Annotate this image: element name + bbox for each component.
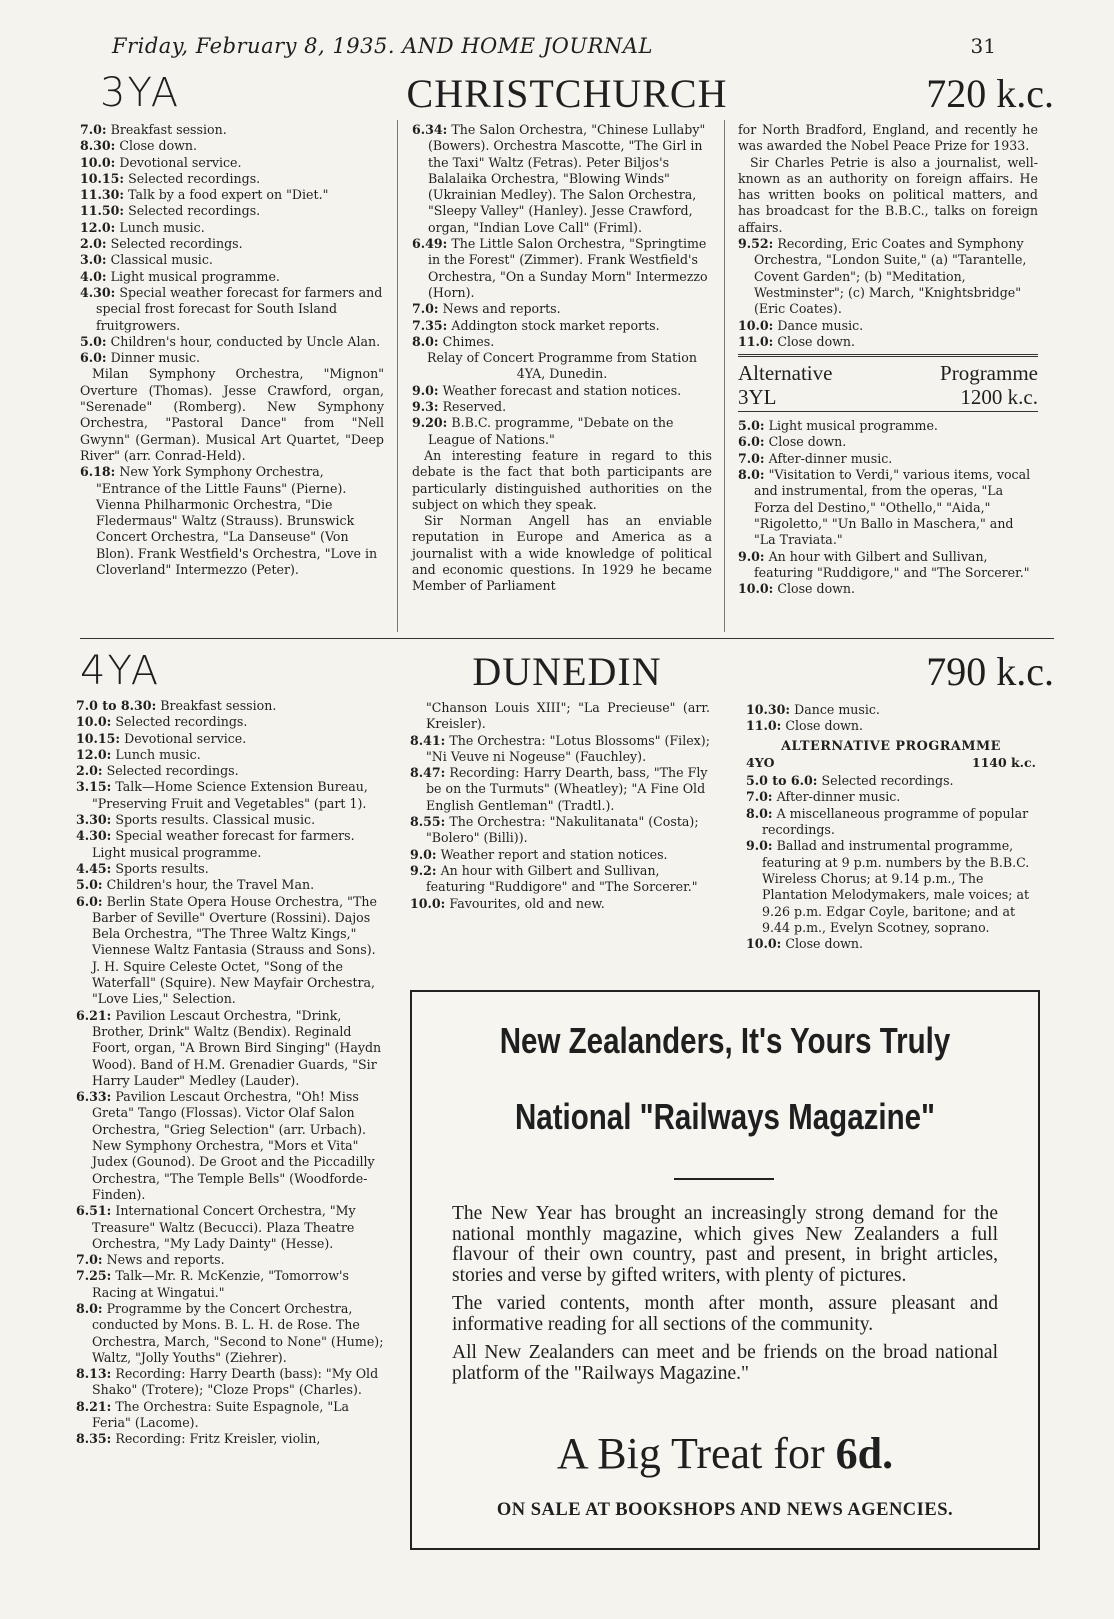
programme-item xyxy=(76,698,384,714)
programme-text: Breakfast session. xyxy=(110,122,227,137)
programme-item xyxy=(76,1089,384,1203)
programme-text: B.B.C. programme, "Debate on the League of Nations." xyxy=(428,415,674,447)
programme-item xyxy=(746,806,1036,839)
programme-time: 7.0: xyxy=(80,122,107,137)
programme-time: 8.0: xyxy=(76,1300,103,1316)
programme-item xyxy=(412,383,712,399)
programme-text: Special weather forecast for farmers and special frost forecast for South Island fruitgrowers. xyxy=(96,284,383,333)
programme-text: Recording: Harry Dearth (bass): "My Old Shako" (Trotere); "Cloze Props" (Charles). xyxy=(92,1366,379,1398)
programme-item xyxy=(76,894,384,1008)
advert-divider xyxy=(674,1178,774,1180)
programme-time: 2.0: xyxy=(80,236,107,252)
programme-item xyxy=(746,718,1036,734)
programme-time: 8.0: xyxy=(738,467,765,483)
programme-text: The Orchestra: "Nakulitanata" (Costa); "Bolero" (Billi)). xyxy=(426,814,699,846)
programme-text: Talk by a food expert on "Diet." xyxy=(128,187,329,203)
programme-time: 8.35: xyxy=(76,1431,112,1447)
programme-item xyxy=(410,863,710,896)
programme-time: 3.0: xyxy=(80,252,107,268)
advert-headline-2: National "Railways Magazine" xyxy=(514,1096,936,1137)
programme-time: 6.18: xyxy=(80,464,116,480)
programme-item xyxy=(80,334,384,350)
alt-station-row xyxy=(746,755,1036,771)
programme-item xyxy=(746,789,1036,805)
advert-paragraph: The New Year has brought an increasingly strong demand for the national monthly magazine, which gives New Zealanders a full flavour of their own country, past and present, in bright articles, stories and verse by gifted writers, with plenty of pictures. xyxy=(452,1203,998,1286)
programme-text: Addington stock market reports. xyxy=(451,317,660,333)
programme-item xyxy=(80,350,384,366)
programme-time: 7.0 to 8.30: xyxy=(76,698,157,713)
programme-item xyxy=(76,731,384,747)
programme-time: 6.51: xyxy=(76,1203,112,1219)
programme-item xyxy=(76,779,384,812)
programme-time: 10.30: xyxy=(746,702,791,717)
programme-time: 10.0: xyxy=(738,317,774,333)
advert-price: 6d. xyxy=(835,1429,894,1478)
programme-text: Breakfast session. xyxy=(160,698,277,713)
programme-item xyxy=(80,285,384,334)
programme-text: Dance music. xyxy=(794,702,880,717)
dunedin-city: DUNEDIN xyxy=(472,649,662,694)
advert-paragraph: The varied contents, month after month, assure pleasant and informative reading for all sections of the community. xyxy=(452,1293,998,1335)
programme-item xyxy=(746,838,1036,936)
programme-time: 10.15: xyxy=(80,170,125,186)
programme-item xyxy=(412,301,712,317)
programme-time: 7.0: xyxy=(746,789,773,805)
programme-text: The Little Salon Orchestra, "Springtime in the Forest" (Zimmer). Frank Westfield's Orchestra, "On a Sunday Morn" Intermezzo (Horn). xyxy=(428,236,708,300)
programme-item xyxy=(738,549,1038,582)
dunedin-column-2 xyxy=(410,700,710,912)
programme-note: Milan Symphony Orchestra, "Mignon" Overture (Thomas). Jesse Crawford, organ, "Serenade" (Romberg). New Symphony Orchestra, "Pastoral Dance" from "Nell Gwynn" (German). Musical Art Quartet, "Deep River" (arr. Conrad-Held). xyxy=(80,366,384,463)
programme-text: Recording: Harry Dearth, bass, "The Fly be on the Turmuts" (Wheatley); "A Fine Old English Gentleman" (Tradtl.). xyxy=(426,765,708,813)
programme-item xyxy=(80,220,384,236)
programme-text: A miscellaneous programme of popular recordings. xyxy=(762,805,1029,838)
programme-item xyxy=(412,236,712,301)
programme-note: An interesting feature in regard to this debate is the fact that both participants are particularly distinguished authorities on the subject on which they speak. xyxy=(412,447,712,512)
programme-time: 7.25: xyxy=(76,1268,112,1284)
programme-item xyxy=(80,138,384,154)
programme-item xyxy=(76,1008,384,1089)
programme-time: 10.0: xyxy=(746,936,782,952)
programme-item xyxy=(76,763,384,779)
programme-item xyxy=(80,269,384,285)
programme-text: Dinner music. xyxy=(110,350,201,366)
programme-time: 10.0: xyxy=(76,714,112,730)
alt-station: 4YO xyxy=(746,754,775,770)
programme-text: Talk—Mr. R. McKenzie, "Tomorrow's Racing at Wingatui." xyxy=(92,1268,349,1300)
programme-time: 4.45: xyxy=(76,860,112,876)
programme-text: Talk—Home Science Extension Bureau, "Preserving Fruit and Vegetables" (part 1). xyxy=(92,779,368,811)
programme-text: Selected recordings. xyxy=(106,763,239,779)
programme-time: 4.30: xyxy=(76,828,112,844)
programme-note: Sir Charles Petrie is also a journalist, well-known as an authority on foreign affairs. He has written books on political matters, and has broadcast for the B.B.C., talks on foreign affairs. xyxy=(738,154,1038,235)
alt-programme-heading: ALTERNATIVE PROGRAMME xyxy=(781,738,1001,754)
programme-item xyxy=(80,252,384,268)
programme-time: 4.0: xyxy=(80,268,107,284)
programme-time: 9.20: xyxy=(412,415,448,431)
programme-time: 9.3: xyxy=(412,399,439,415)
programme-item xyxy=(80,171,384,187)
programme-text: Children's hour, conducted by Uncle Alan. xyxy=(110,333,381,349)
dunedin-frequency: 790 k.c. xyxy=(926,649,1054,694)
programme-item xyxy=(410,733,710,766)
programme-time: 6.0: xyxy=(738,434,765,450)
advert-price-line xyxy=(412,1428,1038,1479)
programme-item xyxy=(76,877,384,893)
programme-text: After-dinner music. xyxy=(768,450,893,466)
alternative-programme-box xyxy=(738,354,1038,412)
programme-item xyxy=(76,1301,384,1366)
christchurch-callsign: 3YA xyxy=(100,70,181,116)
programme-text: Pavilion Lescaut Orchestra, "Drink, Brother, Drink" Waltz (Bendix). Reginald Foort, organ, "A Brown Bird Singing" (Haydn Wood). Band of H.M. Grenadier Guards, "Sir Harry Lauder" Medley (Lauder). xyxy=(92,1007,382,1088)
programme-text: Recording, Eric Coates and Symphony Orchestra, "London Suite," (a) "Tarantelle, Covent Garden"; (b) "Meditation, Westminster"; (c) March, "Knightsbridge" (Eric Coates). xyxy=(754,236,1027,317)
running-head xyxy=(112,34,996,62)
programme-text: Light musical programme. xyxy=(768,418,938,434)
programme-item xyxy=(738,236,1038,317)
programme-time: 11.50: xyxy=(80,203,125,219)
programme-time: 11.0: xyxy=(746,718,782,734)
programme-item xyxy=(76,1366,384,1399)
programme-text: Light musical programme. xyxy=(110,268,280,284)
page-number: 31 xyxy=(970,34,996,58)
programme-text: Selected recordings. xyxy=(115,714,248,730)
programme-text: Weather report and station notices. xyxy=(440,846,668,862)
section-divider xyxy=(80,638,1054,639)
alt-frequency: 1140 k.c. xyxy=(971,754,1036,770)
programme-text: Classical music. xyxy=(110,252,213,268)
programme-text: Reserved. xyxy=(442,399,507,415)
programme-item xyxy=(412,122,712,236)
programme-time: 9.52: xyxy=(738,236,774,252)
railways-magazine-advert xyxy=(410,990,1040,1550)
programme-item xyxy=(412,415,712,448)
programme-text: Programme by the Concert Orchestra, conducted by Mons. B. L. H. de Rose. The Orchestra, March, "Second to None" (Hume); Waltz, "Jolly Youths" (Ziehrer). xyxy=(92,1300,384,1365)
programme-text: Ballad and instrumental programme, featuring at 9 p.m. numbers by the B.B.C. Wireless Chorus; at 9.14 p.m., The Plantation Melodymakers, male voices; at 9.26 p.m. Edgar Coyle, baritone; and at 9.44 p.m., Evelyn Scotney, soprano. xyxy=(762,838,1030,935)
programme-item xyxy=(76,1431,384,1447)
programme-item xyxy=(80,122,384,138)
column-divider xyxy=(724,120,725,632)
programme-item xyxy=(746,936,1036,952)
programme-time: 6.33: xyxy=(76,1089,112,1105)
advert-treat-text: A Big Treat for xyxy=(556,1429,825,1478)
programme-text: Close down. xyxy=(777,581,856,597)
programme-text: Selected recordings. xyxy=(128,170,261,186)
programme-item xyxy=(80,155,384,171)
programme-text: Close down. xyxy=(777,333,856,349)
programme-text: Close down. xyxy=(785,718,864,734)
programme-text: Favourites, old and new. xyxy=(449,895,605,911)
programme-item xyxy=(410,847,710,863)
programme-item xyxy=(412,318,712,334)
programme-item xyxy=(738,451,1038,467)
programme-time: 9.0: xyxy=(738,548,765,564)
programme-text: Close down. xyxy=(768,434,847,450)
programme-time: 5.0 to 6.0: xyxy=(746,773,818,789)
programme-item xyxy=(746,773,1036,789)
programme-time: 8.55: xyxy=(410,814,446,830)
programme-text: Selected recordings. xyxy=(128,203,261,219)
advert-sale-line: ON SALE AT BOOKSHOPS AND NEWS AGENCIES. xyxy=(496,1500,954,1520)
programme-item xyxy=(76,1252,384,1268)
programme-text: New York Symphony Orchestra, "Entrance of the Little Fauns" (Pierne). Vienna Philharmonic Orchestra, "Die Fledermaus" Waltz (Strauss). Brunswick Concert Orchestra, "La Danseuse" (Von Blon). Frank Westfield's Orchestra, "Love in Cloverland" Intermezzo (Peter). xyxy=(96,464,378,578)
programme-text: An hour with Gilbert and Sullivan, featuring "Ruddigore," and "The Sorcerer." xyxy=(754,548,1030,580)
programme-item xyxy=(76,714,384,730)
programme-item xyxy=(80,187,384,203)
programme-time: 7.0: xyxy=(412,301,439,317)
advert-body xyxy=(452,1204,998,1392)
running-head-title: Friday, February 8, 1935. AND HOME JOURNAL xyxy=(112,34,653,58)
alt-label-2: Programme xyxy=(940,361,1038,386)
christchurch-column-2 xyxy=(412,122,712,595)
programme-text: Sports results. xyxy=(115,860,209,876)
programme-time: 8.0: xyxy=(746,805,773,821)
dunedin-callsign: 4YA xyxy=(80,648,161,694)
programme-note: for North Bradford, England, and recently he was awarded the Nobel Peace Prize for 1933. xyxy=(738,122,1038,154)
programme-time: 5.0: xyxy=(80,333,107,349)
programme-time: 6.0: xyxy=(80,350,107,366)
programme-text: Chimes. xyxy=(442,333,495,349)
programme-text: Recording: Fritz Kreisler, violin, xyxy=(115,1431,321,1447)
christchurch-frequency: 720 k.c. xyxy=(926,71,1054,116)
programme-time: 6.0: xyxy=(76,893,103,909)
programme-item xyxy=(738,318,1038,334)
programme-time: 3.15: xyxy=(76,779,112,795)
programme-time: 8.41: xyxy=(410,732,446,748)
relay-note: Relay of Concert Programme from Station 4YA, Dunedin. xyxy=(427,350,697,382)
programme-time: 10.15: xyxy=(76,730,121,746)
dunedin-column-3 xyxy=(746,702,1036,952)
programme-text: Dance music. xyxy=(777,317,864,333)
programme-item xyxy=(410,896,710,912)
programme-time: 9.2: xyxy=(410,862,437,878)
programme-time: 5.0: xyxy=(76,877,103,893)
programme-time: 10.0: xyxy=(410,895,446,911)
programme-text: Lunch music. xyxy=(115,746,201,762)
programme-text: Special weather forecast for farmers. Light musical programme. xyxy=(92,828,355,860)
advert-paragraph: All New Zealanders can meet and be friends on the broad national platform of the "Railways Magazine." xyxy=(452,1342,998,1384)
alt-station: 3YL xyxy=(738,385,777,410)
programme-item xyxy=(76,828,384,861)
programme-time: 8.13: xyxy=(76,1366,112,1382)
alt-label: Alternative xyxy=(738,361,833,386)
programme-text: News and reports. xyxy=(106,1252,225,1268)
programme-time: 9.0: xyxy=(746,838,773,854)
programme-text: Devotional service. xyxy=(124,730,247,746)
programme-time: 5.0: xyxy=(738,418,765,434)
programme-item xyxy=(738,334,1038,350)
programme-time: 8.21: xyxy=(76,1398,112,1414)
dunedin-header xyxy=(80,648,1054,694)
dunedin-column-1 xyxy=(76,698,384,1448)
programme-text: An hour with Gilbert and Sullivan, featuring "Ruddigore" and "The Sorcerer." xyxy=(426,862,698,895)
programme-time: 11.0: xyxy=(738,333,774,349)
programme-text: Weather forecast and station notices. xyxy=(442,382,682,398)
programme-item xyxy=(410,765,710,814)
programme-item xyxy=(76,747,384,763)
christchurch-column-3 xyxy=(738,122,1038,597)
programme-time: 11.30: xyxy=(80,187,125,203)
programme-time: 7.0: xyxy=(76,1252,103,1268)
programme-item xyxy=(76,1203,384,1252)
programme-time: 8.30: xyxy=(80,138,116,154)
programme-item xyxy=(80,464,384,578)
programme-text: Devotional service. xyxy=(119,154,242,170)
programme-text: The Orchestra: Suite Espagnole, "La Feria" (Lacome). xyxy=(92,1398,349,1431)
programme-text: "Visitation to Verdi," various items, vocal and instrumental, from the operas, "La Forza del Destino," "Othello," "Aida," "Rigoletto," "Un Ballo in Maschera," and "La Traviata." xyxy=(754,467,1031,548)
programme-item xyxy=(80,236,384,252)
programme-time: 3.30: xyxy=(76,812,112,828)
programme-time: 6.21: xyxy=(76,1007,112,1023)
advert-headline-1: New Zealanders, It's Yours Truly xyxy=(499,1020,951,1061)
programme-time: 2.0: xyxy=(76,763,103,779)
christchurch-city: CHRISTCHURCH xyxy=(406,71,728,116)
programme-item xyxy=(738,581,1038,597)
programme-text: Close down. xyxy=(119,138,198,154)
programme-time: 8.0: xyxy=(412,333,439,349)
programme-item xyxy=(746,702,1036,718)
programme-note: "Chanson Louis XIII"; "La Precieuse" (arr. Kreisler). xyxy=(426,700,710,732)
programme-time: 7.35: xyxy=(412,317,448,333)
programme-note: Sir Norman Angell has an enviable reputation in Europe and America as a journalist with a wide knowledge of political and economic questions. In 1929 he became Member of Parliament xyxy=(412,513,712,594)
programme-item xyxy=(412,399,712,415)
programme-time: 10.0: xyxy=(80,154,116,170)
programme-item xyxy=(410,814,710,847)
programme-item xyxy=(738,467,1038,548)
programme-time: 6.34: xyxy=(412,122,448,137)
programme-text: International Concert Orchestra, "My Treasure" Waltz (Becucci). Plaza Theatre Orchestra, "My Lady Dainty" (Hesse). xyxy=(92,1203,356,1251)
programme-time: 12.0: xyxy=(76,746,112,762)
programme-text: Berlin State Opera House Orchestra, "The Barber of Seville" Overture (Rossini). Dajos Bela Orchestra, "The Three Waltz Kings," Viennese Waltz Fantasia (Strauss and Sons). J. H. Squire Celeste Octet, "Song of the Waterfall" (Squire). New Mayfair Orchestra, "Love Lies," Selection. xyxy=(92,893,377,1007)
programme-time: 9.0: xyxy=(410,846,437,862)
column-divider xyxy=(397,120,398,632)
programme-time: 10.0: xyxy=(738,581,774,597)
programme-text: Lunch music. xyxy=(119,219,205,235)
programme-item xyxy=(76,1268,384,1301)
programme-item xyxy=(76,812,384,828)
programme-item xyxy=(76,861,384,877)
programme-item xyxy=(738,418,1038,434)
programme-time: 12.0: xyxy=(80,219,116,235)
programme-item xyxy=(412,334,712,350)
programme-time: 9.0: xyxy=(412,382,439,398)
programme-text: Selected recordings. xyxy=(110,236,243,252)
programme-text: Selected recordings. xyxy=(821,773,954,789)
programme-text: After-dinner music. xyxy=(776,789,901,805)
programme-text: Close down. xyxy=(785,936,864,952)
programme-time: 8.47: xyxy=(410,765,446,781)
christchurch-column-1 xyxy=(80,122,384,578)
programme-text: Children's hour, the Travel Man. xyxy=(106,877,315,893)
programme-time: 4.30: xyxy=(80,284,116,300)
programme-text: News and reports. xyxy=(442,301,561,317)
programme-item xyxy=(738,434,1038,450)
programme-item xyxy=(76,1399,384,1432)
programme-text: Pavilion Lescaut Orchestra, "Oh! Miss Greta" Tango (Flossas). Victor Olaf Salon Orchestra, "Grieg Selection" (arr. Urbach). New Symphony Orchestra, "Mors et Vita" Judex (Gounod). De Groot and the Piccadilly Orchestra, "The Temple Bells" (Woodforde-Finden). xyxy=(92,1089,375,1202)
programme-text: The Salon Orchestra, "Chinese Lullaby" (Bowers). Orchestra Mascotte, "The Girl in the Taxi" Waltz (Fetras). Peter Biljos's Balalaika Orchestra, "Blowing Winds" (Ukrainian Medley). The Salon Orchestra, "Sleepy Valley" (Hanley). Jesse Crawford, organ, "Indian Love Call" (Friml). xyxy=(428,122,706,235)
christchurch-header xyxy=(80,70,1054,116)
programme-text: The Orchestra: "Lotus Blossoms" (Filex); "Ni Veuve ni Nogeuse" (Fauchley). xyxy=(426,732,710,764)
alt-frequency: 1200 k.c. xyxy=(960,385,1038,410)
programme-time: 6.49: xyxy=(412,236,448,252)
programme-text: Sports results. Classical music. xyxy=(115,812,316,828)
programme-item xyxy=(80,203,384,219)
programme-time: 7.0: xyxy=(738,450,765,466)
